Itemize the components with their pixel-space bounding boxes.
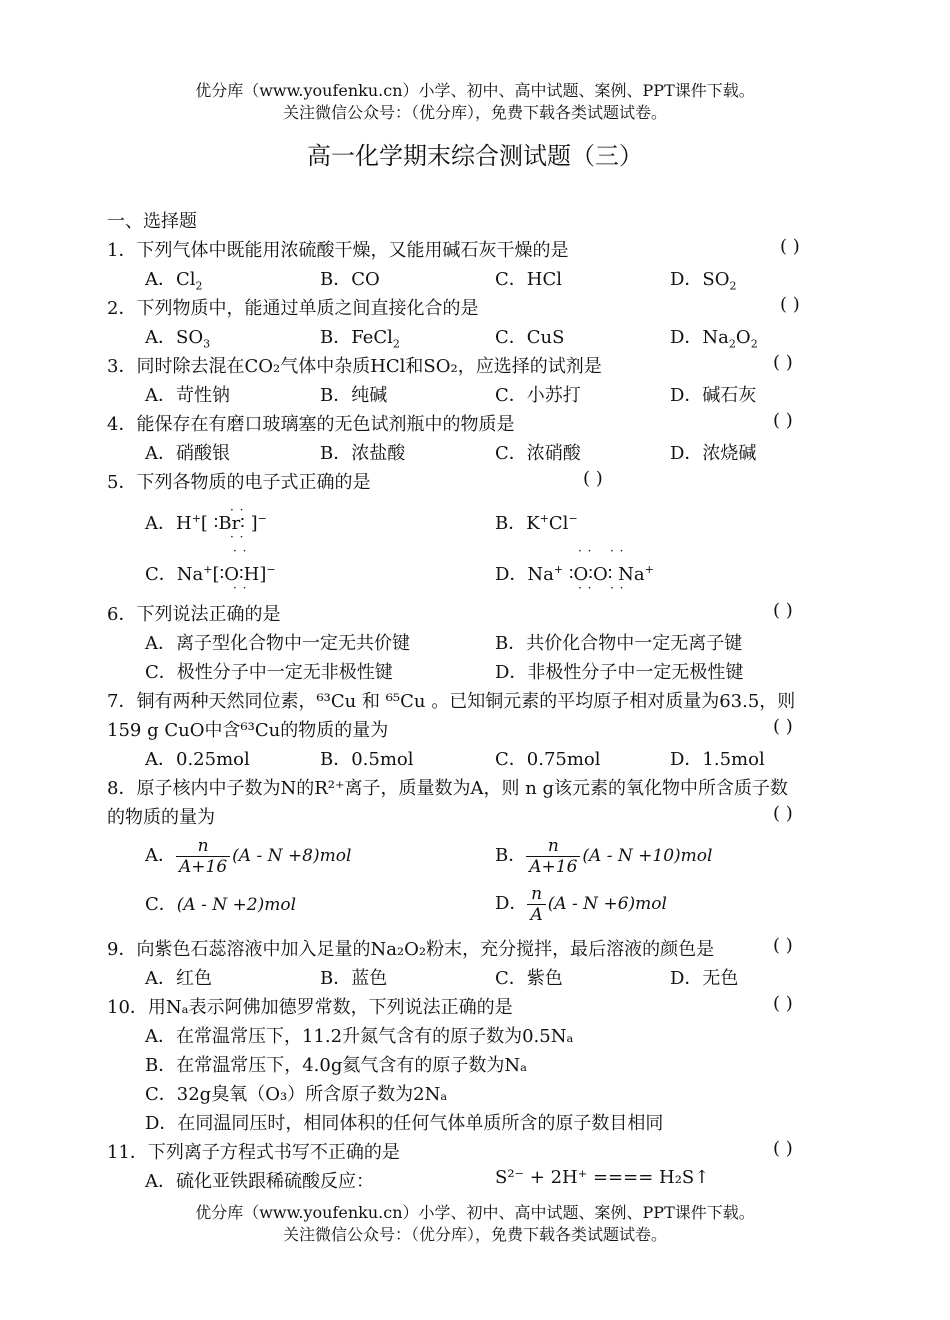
q4-answer-blank: ( )	[773, 410, 793, 431]
q7-option-c: C．0.75mol	[495, 749, 601, 770]
q8-stem-line-2: 的物质的量为	[107, 807, 215, 828]
q6-option-a: A．离子型化合物中一定无共价键	[145, 633, 410, 654]
electron-dots: · ·	[233, 581, 248, 595]
section-heading: 一、选择题	[107, 211, 197, 232]
q5-stem: 5．下列各物质的电子式正确的是	[107, 472, 371, 493]
q3-stem: 3．同时除去混在CO₂气体中杂质HCl和SO₂，应选择的试剂是	[107, 356, 602, 377]
q3-answer-blank: ( )	[773, 352, 793, 373]
q6-stem: 6．下列说法正确的是	[107, 604, 281, 625]
q6-option-b: B．共价化合物中一定无离子键	[495, 633, 743, 654]
q6-option-d: D．非极性分子中一定无极性键	[495, 662, 744, 683]
q8-answer-blank: ( )	[773, 803, 793, 824]
electron-dots: · ·	[578, 581, 593, 595]
q10-option-c: C．32g臭氧（O₃）所含原子数为2Nₐ	[145, 1084, 448, 1105]
q4-option-a: A．硝酸银	[145, 443, 230, 464]
q5-option-b: B．K+Cl−	[495, 512, 578, 534]
q10-stem: 10．用Nₐ表示阿佛加德罗常数，下列说法正确的是	[107, 997, 513, 1018]
q8-option-c: C．(A - N +2)mol	[145, 894, 297, 915]
q9-option-b: B．蓝色	[320, 968, 388, 989]
q9-stem: 9．向紫色石蕊溶液中加入足量的Na₂O₂粉末，充分搅拌，最后溶液的颜色是	[107, 939, 715, 960]
q2-stem: 2．下列物质中，能通过单质之间直接化合的是	[107, 298, 479, 319]
q7-stem-line-1: 7．铜有两种天然同位素，⁶³Cu 和 ⁶⁵Cu 。已知铜元素的平均原子相对质量为63.5，则	[107, 691, 796, 712]
q8-stem-line-1: 8．原子核内中子数为N的R²⁺离子，质量数为A，则 n g该元素的氧化物中所含质子数	[107, 778, 789, 799]
q9-answer-blank: ( )	[773, 935, 793, 956]
q1-option-a: A．$Cl_2$	[145, 269, 203, 293]
q5-option-d: D．Na+ ∶O∶O∶ Na+	[495, 563, 654, 585]
q1-stem: 1．下列气体中既能用浓硫酸干燥，又能用碱石灰干燥的是	[107, 240, 569, 261]
electron-dots: · ·	[578, 544, 593, 558]
footer-line-2: 关注微信公众号：（优分库），免费下载各类试题试卷。	[282, 1225, 667, 1244]
q4-stem: 4．能保存在有磨口玻璃塞的无色试剂瓶中的物质是	[107, 414, 515, 435]
q9-option-a: A．红色	[145, 968, 212, 989]
q11-stem: 11．下列离子方程式书写不正确的是	[107, 1142, 400, 1163]
q5-option-c: C．Na+[∶O∶H]−	[145, 563, 276, 585]
q4-option-d: D．浓烧碱	[670, 443, 757, 464]
q7-option-b: B．0.5mol	[320, 749, 414, 770]
q11-option-a-equation: S²⁻ + 2H⁺ ==== H₂S↑	[495, 1167, 710, 1188]
q7-option-a: A．0.25mol	[145, 749, 250, 770]
q4-option-b: B．浓盐酸	[320, 443, 406, 464]
q10-option-d: D．在同温同压时，相同体积的任何气体单质所含的原子数目相同	[145, 1113, 664, 1134]
q11-option-a: A．硫化亚铁跟稀硫酸反应：	[145, 1171, 374, 1192]
q9-option-c: C．紫色	[495, 968, 563, 989]
q2-option-a: A．$SO_3$	[145, 327, 211, 351]
q7-stem-line-2: 159 g CuO中含⁶³Cu的物质的量为	[107, 720, 389, 741]
q2-option-d: D．$Na_2O_2$	[670, 327, 758, 351]
footer-line-1: 优分库（www.youfenku.cn）小学、初中、高中试题、案例、PPT课件下载。	[195, 1203, 755, 1222]
q5-option-a: A．H+[ ∶Br∶ ]−	[145, 512, 267, 534]
q10-answer-blank: ( )	[773, 993, 793, 1014]
q1-option-c: C．HCl	[495, 269, 562, 290]
q7-option-d: D．1.5mol	[670, 749, 765, 770]
q7-answer-blank: ( )	[773, 716, 793, 737]
q11-answer-blank: ( )	[773, 1138, 793, 1159]
q3-option-a: A．苛性钠	[145, 385, 230, 406]
q1-answer-blank: ( )	[780, 236, 800, 257]
q3-option-c: C．小苏打	[495, 385, 581, 406]
q1-option-b: B．CO	[320, 269, 380, 290]
electron-dots: · ·	[610, 544, 625, 558]
header-line-1: 优分库（www.youfenku.cn）小学、初中、高中试题、案例、PPT课件下载。	[195, 81, 755, 100]
electron-dots: · ·	[230, 530, 245, 544]
electron-dots: · ·	[610, 581, 625, 595]
q10-option-b: B．在常温常压下，4.0g氦气含有的原子数为Nₐ	[145, 1055, 528, 1076]
q6-option-c: C．极性分子中一定无非极性键	[145, 662, 393, 683]
electron-dots: · ·	[230, 503, 245, 517]
q2-answer-blank: ( )	[780, 294, 800, 315]
q8-option-a: A． $\frac{n}{A+16}$ (A - N +8)mol	[145, 836, 352, 877]
q3-option-d: D．碱石灰	[670, 385, 757, 406]
electron-dots: · ·	[233, 544, 248, 558]
q3-option-b: B．纯碱	[320, 385, 388, 406]
q2-option-c: C．CuS	[495, 327, 565, 348]
q5-answer-blank: ( )	[583, 468, 603, 489]
q10-option-a: A．在常温常压下，11.2升氮气含有的原子数为0.5Nₐ	[145, 1026, 574, 1047]
q9-option-d: D．无色	[670, 968, 739, 989]
q6-answer-blank: ( )	[773, 600, 793, 621]
q2-option-b: B．FeCl$_2$	[320, 327, 400, 351]
q4-option-c: C．浓硝酸	[495, 443, 581, 464]
q8-option-b: B． $\frac{n}{A+16}$ (A - N +10)mol	[495, 836, 713, 877]
q8-option-d: D． $\frac{n}{A}$ (A - N +6)mol	[495, 884, 667, 925]
page-title: 高一化学期末综合测试题（三）	[307, 142, 643, 170]
q1-option-d: D．$SO_2$	[670, 269, 737, 293]
header-line-2: 关注微信公众号：（优分库），免费下载各类试题试卷。	[282, 103, 667, 122]
